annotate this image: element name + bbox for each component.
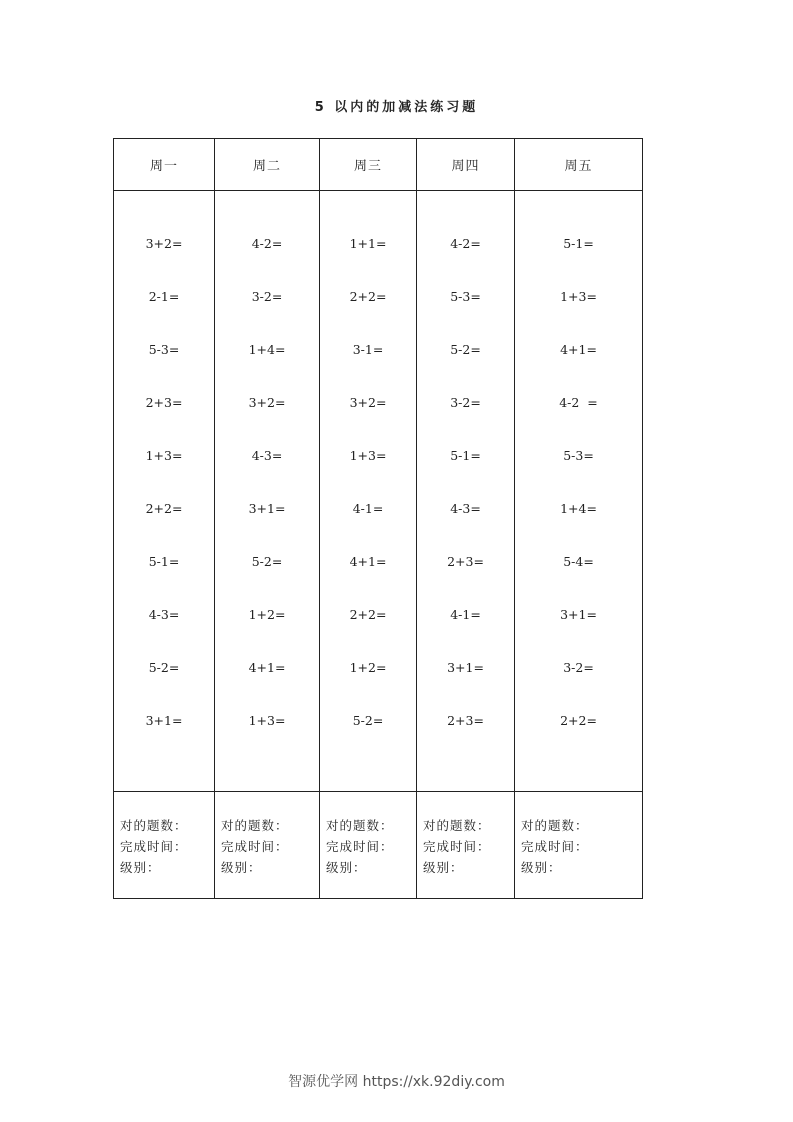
problem-item: 2+3= — [145, 395, 183, 410]
problem-item: 4-3= — [450, 501, 481, 516]
problem-item: 2+2= — [560, 713, 597, 728]
problem-item: 4+1= — [248, 660, 286, 675]
problem-item: 5-2= — [251, 554, 283, 569]
footer-row — [114, 792, 643, 899]
problem-item: 4-1= — [352, 501, 384, 516]
correct-count-label: 对的题数： — [521, 818, 589, 833]
level-label: 级别： — [326, 860, 367, 875]
completion-time-label: 完成时间： — [423, 839, 491, 854]
problem-item: 5-3= — [563, 448, 594, 463]
problem-item: 5-1= — [148, 554, 180, 569]
footer-cell-wednesday — [320, 792, 417, 899]
problem-item: 4-3= — [148, 607, 180, 622]
level-label: 级别： — [221, 860, 262, 875]
problem-item: 3+1= — [447, 660, 484, 675]
problem-item: 3+1= — [560, 607, 597, 622]
problem-item: 2+2= — [145, 501, 183, 516]
day-header-monday: 周一 — [114, 139, 215, 191]
problem-item: 1+4= — [560, 501, 597, 516]
problem-item: 3+1= — [248, 501, 286, 516]
completion-time-label: 完成时间： — [120, 839, 188, 854]
problem-item: 5-2= — [148, 660, 180, 675]
problems-cell-thursday — [417, 191, 515, 792]
problem-item: 4-1= — [450, 607, 481, 622]
site-watermark: 智源优学网 https://xk.92diy.com — [288, 1074, 505, 1090]
level-label: 级别： — [423, 860, 464, 875]
correct-count-label: 对的题数： — [423, 818, 491, 833]
day-header-friday: 周五 — [515, 139, 643, 191]
problem-item: 2+2= — [349, 607, 387, 622]
footer-cell-monday — [114, 792, 215, 899]
problem-item: 4-2= — [251, 236, 283, 251]
problem-item: 5-3= — [450, 289, 481, 304]
problem-item: 3+2= — [349, 395, 387, 410]
problem-item: 5-1= — [563, 236, 594, 251]
problem-item: 2+3= — [447, 554, 484, 569]
problem-item: 3+2= — [145, 236, 183, 251]
problem-item: 1+1= — [349, 236, 387, 251]
correct-count-label: 对的题数： — [120, 818, 188, 833]
completion-time-label: 完成时间： — [521, 839, 589, 854]
problem-item: 2-1= — [148, 289, 180, 304]
problem-item: 4+1= — [560, 342, 597, 357]
problems-row — [114, 191, 643, 792]
completion-time-label: 完成时间： — [326, 839, 394, 854]
problem-item: 3-2= — [563, 660, 594, 675]
problem-item: 3-2= — [251, 289, 283, 304]
level-label: 级别： — [120, 860, 161, 875]
problem-item: 1+4= — [248, 342, 286, 357]
problem-item: 2+2= — [349, 289, 387, 304]
day-header-tuesday: 周二 — [215, 139, 320, 191]
problem-item: 5-2= — [352, 713, 384, 728]
level-label: 级别： — [521, 860, 562, 875]
problem-item: 1+2= — [248, 607, 286, 622]
header-row — [114, 139, 643, 191]
problem-item: 1+3= — [145, 448, 183, 463]
footer-cell-tuesday — [215, 792, 320, 899]
problem-item: 5-2= — [450, 342, 481, 357]
problem-item: 4-3= — [251, 448, 283, 463]
correct-count-label: 对的题数： — [221, 818, 289, 833]
problem-item: 1+3= — [560, 289, 597, 304]
practice-table — [113, 138, 643, 899]
problems-cell-wednesday — [320, 191, 417, 792]
completion-time-label: 完成时间： — [221, 839, 289, 854]
footer-cell-thursday — [417, 792, 515, 899]
day-header-wednesday: 周三 — [320, 139, 417, 191]
problem-item: 3-2= — [450, 395, 481, 410]
problem-item: 3+1= — [145, 713, 183, 728]
problems-cell-friday — [515, 191, 643, 792]
problem-item: 4-2= — [450, 236, 481, 251]
problem-item: 2+3= — [447, 713, 484, 728]
problem-item: 1+2= — [349, 660, 387, 675]
problem-item: 1+3= — [248, 713, 286, 728]
problem-item: 4+1= — [349, 554, 387, 569]
problem-item: 5-3= — [148, 342, 180, 357]
problem-item: 3-1= — [352, 342, 384, 357]
correct-count-label: 对的题数： — [326, 818, 394, 833]
problem-item: 4-2 = — [559, 395, 598, 410]
day-header-thursday: 周四 — [417, 139, 515, 191]
problem-item: 1+3= — [349, 448, 387, 463]
page-title: 5 以内的加减法练习题 — [314, 100, 479, 115]
problems-cell-tuesday — [215, 191, 320, 792]
footer-cell-friday — [515, 792, 643, 899]
problem-item: 5-1= — [450, 448, 481, 463]
problem-item: 5-4= — [563, 554, 594, 569]
problem-item: 3+2= — [248, 395, 286, 410]
problems-cell-monday — [114, 191, 215, 792]
